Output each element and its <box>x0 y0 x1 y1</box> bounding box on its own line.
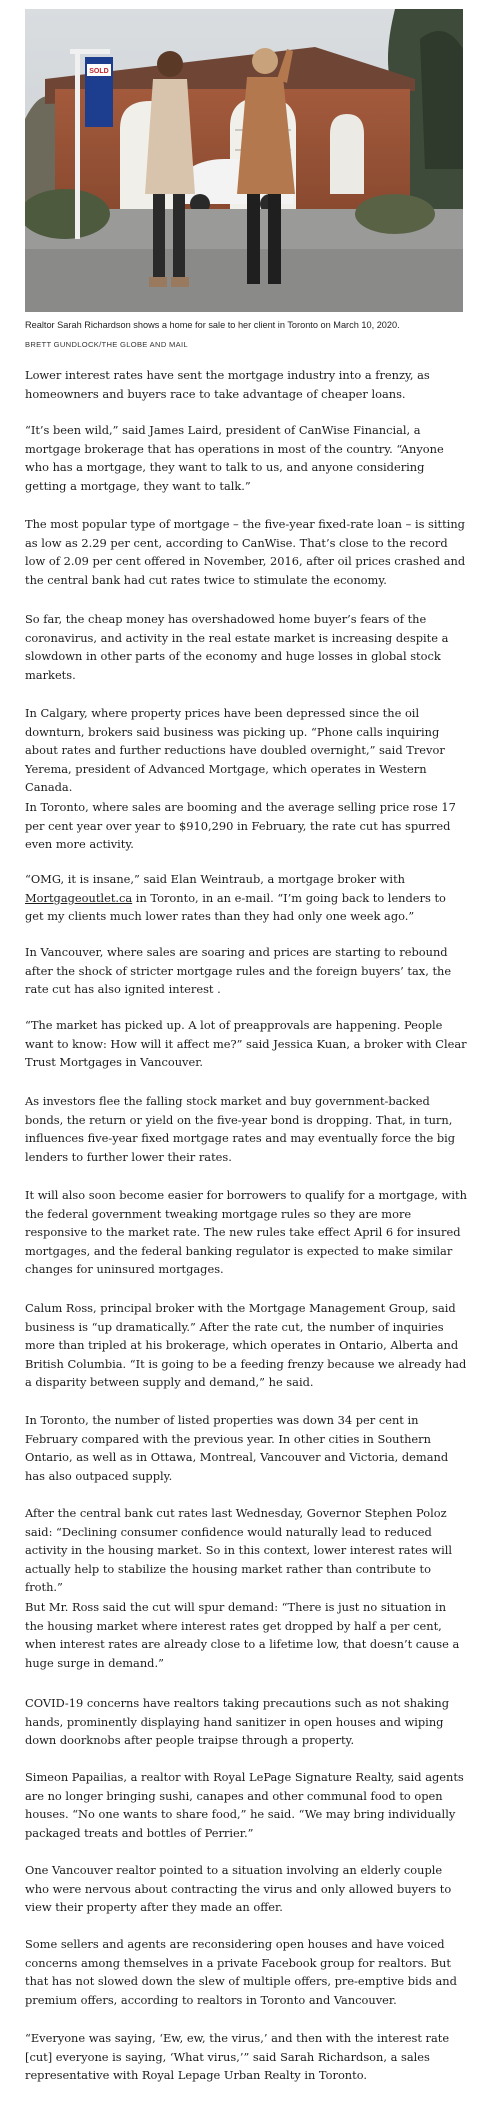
article-paragraph-16: COVID-19 concerns have realtors taking precautions such as not shaking hands, prominently displaying hand sanitizer in open houses and wiping down doorknobs after people traipse through a property. <box>25 1696 450 1747</box>
article-paragraph-4: So far, the cheap money has overshadowed home buyer’s fears of the coronavirus, and activity in the real estate market is increasing despite a slowdown in other parts of the economy and huge losses in global stock markets. <box>25 612 449 682</box>
article-paragraph-10: As investors flee the falling stock market and buy government-backed bonds, the return or yield on the five-year bond is dropping. That, in turn, influences five-year fixed mortgage rates and may eventually force the big lenders to further lower their rates. <box>25 1094 456 1164</box>
article-paragraph-9: “The market has picked up. A lot of preapprovals are happening. People want to know: How will it affect me?” said Jessica Kuan, a broker with Clear Trust Mortgages in Vancouver. <box>25 1018 467 1069</box>
mortgageoutlet-link[interactable]: Mortgageoutlet.ca <box>25 890 133 905</box>
article-paragraph-2: “It’s been wild,” said James Laird, president of CanWise Financial, a mortgage brokerage that has operations in most of the country. “Anyone who has a mortgage, they want to talk to us, and anyone considering getting a mortgage, they want to talk.” <box>25 423 444 493</box>
article-paragraph-19: Some sellers and agents are reconsidering open houses and have voiced concerns among themselves in a private Facebook group for realtors. But that has not slowed down the slew of multiple offers, pre-emptive bids and premium offers, according to realtors in Toronto and Vancouver. <box>25 1937 457 2007</box>
article-paragraph-8: In Vancouver, where sales are soaring and prices are starting to rebound after the shock of stricter mortgage rules and the foreign buyers’ tax, the rate cut has also ignited interest . <box>25 945 452 996</box>
quote-text-after: in Toronto, in an e-mail. “I’m going back to lenders to get my clients much lower rates than they had only one week ago.” <box>25 890 446 923</box>
article-paragraph-11: It will also soon become easier for borrowers to qualify for a mortgage, with the federal government tweaking mortgage rules so they are more responsive to the market rate. The new rules take effect April 6 for insured mortgages, and the federal banking regulator is expected to make similar changes for uninsured mortgages. <box>25 1188 467 1276</box>
article-paragraph-12: Calum Ross, principal broker with the Mortgage Management Group, said business is “up dramatically.” After the rate cut, the number of inquiries more than tripled at his brokerage, which operates in Ontario, Alberta and British Columbia. “It is going to be a feeding frenzy because we already had a disparity between supply and demand,” he said. <box>25 1301 467 1389</box>
article-paragraph-13: In Toronto, the number of listed properties was down 34 per cent in February compared with the previous year. In other cities in Southern Ontario, as well as in Ottawa, Montreal, Vancouver and Victoria, demand has also outpaced supply. <box>25 1413 449 1483</box>
article-paragraph-18: One Vancouver realtor pointed to a situation involving an elderly couple who were nervous about contracting the virus and only allowed buyers to view their property after they made an offer. <box>25 1863 452 1914</box>
photo-caption: Realtor Sarah Richardson shows a home for sale to her client in Toronto on March 10, 2020. <box>25 320 400 330</box>
article-paragraph-1: Lower interest rates have sent the mortgage industry into a frenzy, as homeowners and buyers race to take advantage of cheaper loans. <box>25 368 430 401</box>
article-photo <box>25 9 463 312</box>
article-paragraph-7 <box>25 870 467 926</box>
sign-text: SOLD <box>89 68 109 75</box>
article-paragraph-5: In Calgary, where property prices have been depressed since the oil downturn, brokers said business was picking up. “Phone calls inquiring about rates and further reductions have doubled overnight,” said Trevor Yerema, president of Advanced Mortgage, which operates in Western Canada. <box>25 706 445 794</box>
article-paragraph-15: But Mr. Ross said the cut will spur demand: “There is just no situation in the housing market where interest rates get dropped by half a per cent, when interest rates are already close to a lifetime low, that doesn’t cause a huge surge in demand.” <box>25 1600 460 1670</box>
article-paragraph-14: After the central bank cut rates last Wednesday, Governor Stephen Poloz said: “Declining consumer confidence would naturally lead to reduced activity in the housing market. So in this context, lower interest rates will actually help to stabilize the housing market rather than contribute to froth.” <box>25 1506 453 1594</box>
article-paragraph-6: In Toronto, where sales are booming and the average selling price rose 17 per cent year over year to $910,290 in February, the rate cut has spurred even more activity. <box>25 800 456 851</box>
quote-text-before: “OMG, it is insane,” said Elan Weintraub, a mortgage broker with <box>25 872 405 886</box>
article-paragraph-17: Simeon Papailias, a realtor with Royal LePage Signature Realty, said agents are no longer bringing sushi, canapes and other communal food to open houses. “No one wants to share food,” he said. “We may bring individually packaged treats and bottles of Perrier.” <box>25 1770 464 1840</box>
article-paragraph-3: The most popular type of mortgage – the five-year fixed-rate loan – is sitting as low as 2.29 per cent, according to CanWise. That’s close to the record low of 2.09 per cent offered in November, 2016, after oil prices crashed and the central bank had cut rates twice to stimulate the economy. <box>25 517 466 587</box>
photo-credit: BRETT GUNDLOCK/THE GLOBE AND MAIL <box>25 340 188 349</box>
article-paragraph-20: “Everyone was saying, ‘Ew, ew, the virus,’ and then with the interest rate [cut] everyone is saying, ‘What virus,’” said Sarah Richardson, a sales representative with Royal Lepage Urban Realty in Toronto. <box>25 2031 450 2082</box>
